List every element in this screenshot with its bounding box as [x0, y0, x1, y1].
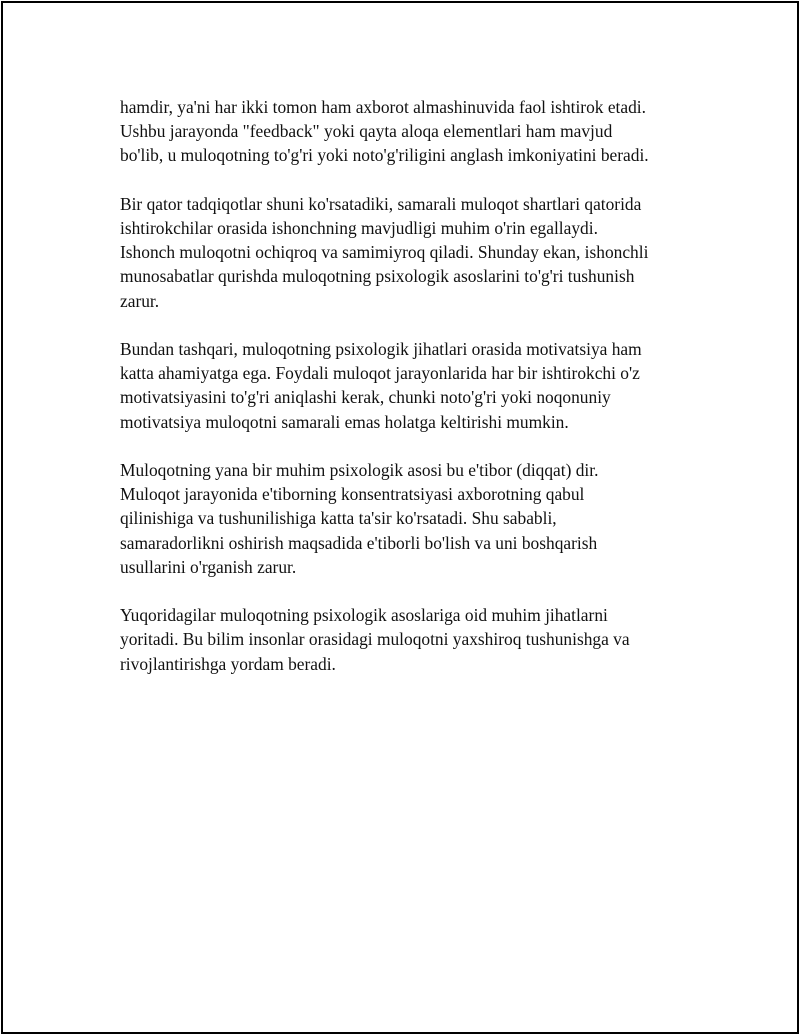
paragraph-4: Muloqotning yana bir muhim psixologik asosi bu e'tibor (diqqat) dir. Muloqot jarayonida e'tiborning konsentratsiyasi axborotning qabul qilinishiga va tushunilishiga katta ta'sir ko'rsatadi. Shu sababli, samaradorlikni oshirish maqsadida e'tiborli bo'lish va uni boshqarish usullarini o'rganish zarur.	[120, 460, 599, 577]
document-page	[1, 1, 799, 1034]
paragraph-5: Yuqoridagilar muloqotning psixologik asoslariga oid muhim jihatlarni yoritadi. Bu bilim insonlar orasidagi muloqotni yaxshiroq tushunishga va rivojlantirishga yordam beradi.	[120, 605, 630, 674]
paragraph-2: Bir qator tadqiqotlar shuni ko'rsatadiki, samarali muloqot shartlari qatorida ishtirokchilar orasida ishonchning mavjudligi muhim o'rin egallaydi. Ishonch muloqotni ochiqroq va samimiyroq qiladi. Shunday ekan, ishonchli munosabatlar qurishda muloqotning psixologik asoslarini to'g'ri tushunish zarur.	[120, 193, 649, 311]
paragraph-3: Bundan tashqari, muloqotning psixologik jihatlari orasida motivatsiya ham katta ahamiyatga ega. Foydali muloqot jarayonlarida har bir ishtirokchi o'z motivatsiyasini to'g'ri aniqlashi kerak, chunki noto'g'ri yoki noqonuniy motivatsiya muloqotni samarali emas holatga keltirishi mumkin.	[120, 339, 642, 432]
document-body	[120, 95, 700, 700]
paragraph-1: hamdir, ya'ni har ikki tomon ham axborot almashinuvida faol ishtirok etadi. Ushbu jarayonda "feedback" yoki qayta aloqa elementlari ham mavjud bo'lib, u muloqotning to'g'ri yoki noto'g'riligini anglash imkoniyatini beradi.	[120, 97, 649, 166]
